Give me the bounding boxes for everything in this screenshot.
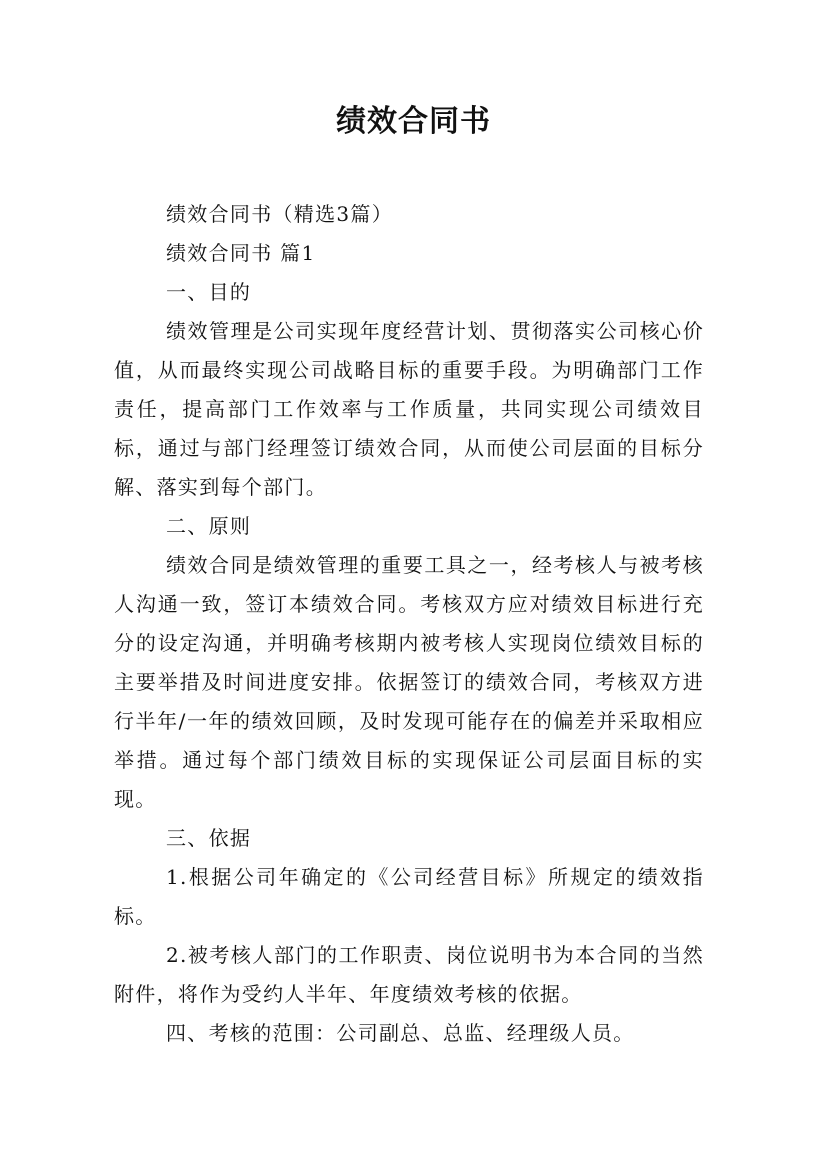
section-heading-principles: 二、原则 [166, 514, 252, 538]
section-heading-purpose: 一、目的 [166, 280, 252, 304]
paragraph-article-heading: 绩效合同书 篇1 [166, 241, 316, 265]
paragraph-purpose: 绩效管理是公司实现年度经营计划、贯彻落实公司核心价值，从而最终实现公司战略目标的重要手段。为明确部门工作责任，提高部门工作效率与工作质量，共同实现公司绩效目标，通过与部门经理签订绩效合同，从而使公司层面的目标分解、落实到每个部门。 [114, 319, 704, 499]
paragraph-principles: 绩效合同是绩效管理的重要工具之一，经考核人与被考核人沟通一致，签订本绩效合同。考核双方应对绩效目标进行充分的设定沟通，并明确考核期内被考核人实现岗位绩效目标的主要举措及时间进度安排。依据签订的绩效合同，考核双方进行半年/一年的绩效回顾，及时发现可能存在的偏差并采取相应举措。通过每个部门绩效目标的实现保证公司层面目标的实现。 [114, 553, 704, 811]
paragraph-basis-1: 1.根据公司年确定的《公司经营目标》所规定的绩效指标。 [114, 865, 704, 928]
paragraph-subtitle: 绩效合同书（精选3篇） [166, 202, 394, 226]
section-heading-basis: 三、依据 [166, 826, 252, 850]
document-title: 绩效合同书 [336, 104, 491, 139]
document-body [114, 195, 704, 1053]
paragraph-basis-2: 2.被考核人部门的工作职责、岗位说明书为本合同的当然附件，将作为受约人半年、年度绩效考核的依据。 [114, 943, 704, 1006]
section-heading-scope: 四、考核的范围：公司副总、总监、经理级人员。 [166, 1021, 635, 1045]
